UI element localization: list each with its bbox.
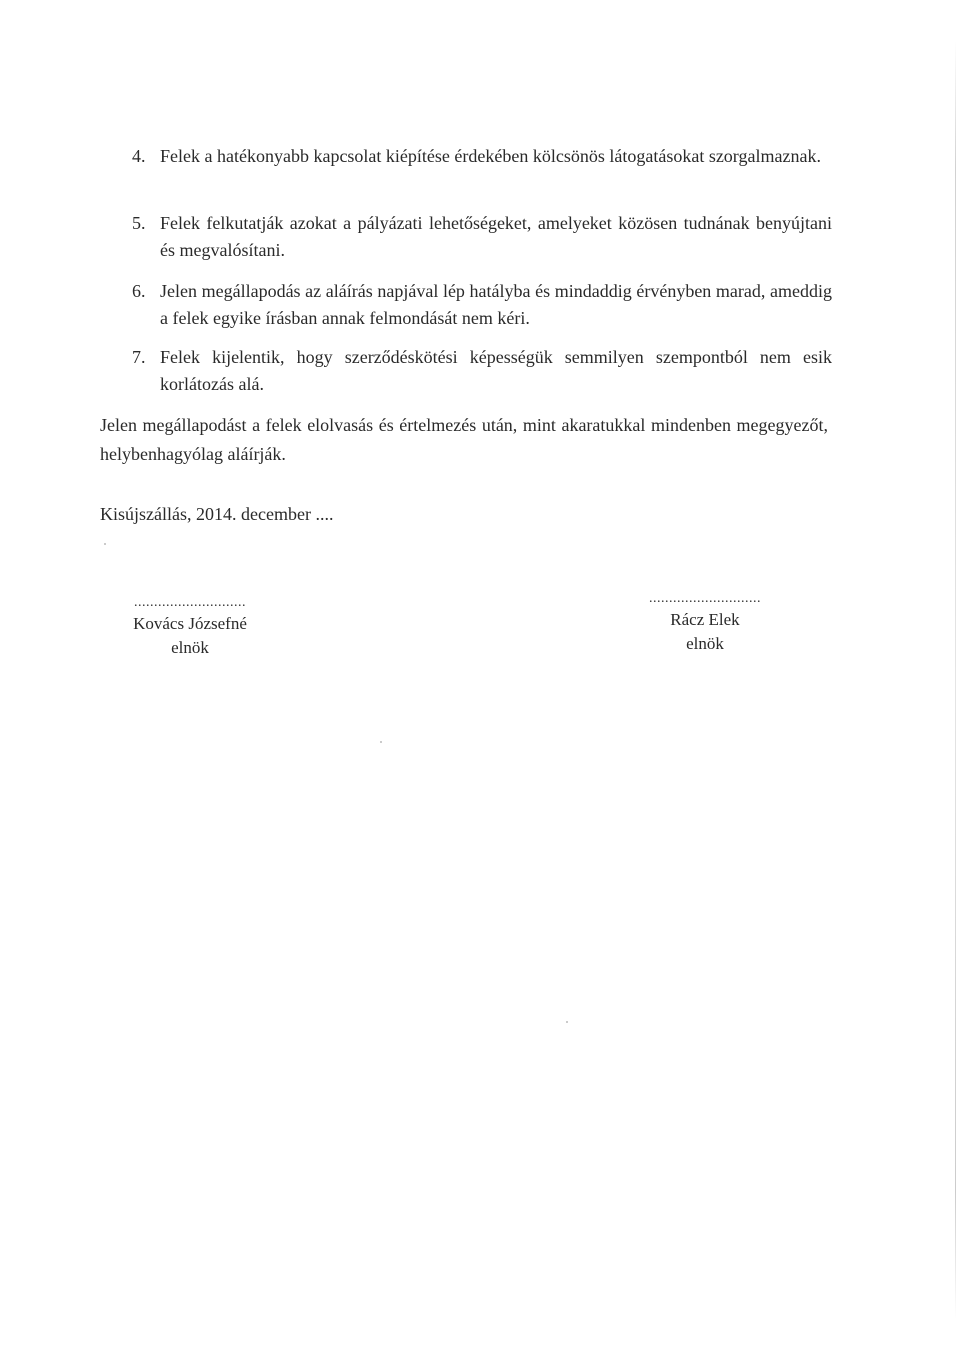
scan-speck [566, 1021, 568, 1023]
clause-number: 7. [132, 347, 146, 367]
clause-5 [132, 210, 832, 264]
clause-number: 6. [132, 281, 146, 301]
signatory-name: Kovács Józsefné [133, 614, 247, 633]
clause-7 [132, 344, 832, 398]
signature-block-left [90, 594, 290, 660]
clause-text: Felek kijelentik, hogy szerződéskötési képességük semmilyen szempontból nem esik korlátozás alá. [160, 347, 832, 394]
clause-number: 4. [132, 146, 146, 166]
signature-line: ............................ [649, 591, 761, 606]
scan-speck [380, 741, 382, 743]
place-and-date: Kisújszállás, 2014. december .... [100, 504, 334, 524]
signatory-role: elnök [686, 634, 724, 653]
clause-text: Jelen megállapodás az aláírás napjával lép hatályba és mindaddig érvényben marad, ameddig a felek egyike írásban annak felmondását nem kéri. [160, 281, 832, 328]
scan-edge-line [955, 40, 956, 1320]
clause-6 [132, 278, 832, 332]
signatory-name: Rácz Elek [670, 610, 740, 629]
signature-block-right [605, 590, 805, 656]
clause-text: Felek felkutatják azokat a pályázati lehetőségeket, amelyeket közösen tudnának benyújtani és megvalósítani. [160, 213, 832, 260]
clause-text: Felek a hatékonyabb kapcsolat kiépítése érdekében kölcsönös látogatásokat szorgalmaznak. [160, 146, 821, 166]
scan-speck [104, 543, 106, 545]
signatory-role: elnök [171, 638, 209, 657]
signature-line: ............................ [134, 595, 246, 610]
clause-4 [132, 143, 832, 170]
closing-paragraph: Jelen megállapodást a felek elolvasás és értelmezés után, mint akaratukkal mindenben megegyezőt, helybenhagyólag aláírják. [100, 415, 828, 464]
clause-number: 5. [132, 213, 146, 233]
